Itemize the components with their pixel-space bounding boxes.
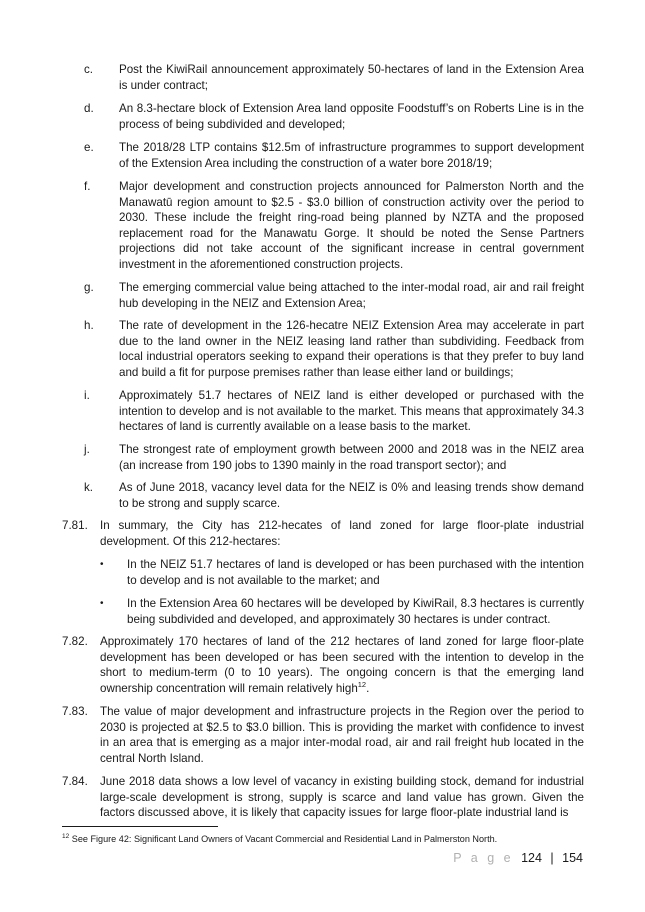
- footnote-reference[interactable]: 12: [357, 679, 367, 689]
- list-marker: i.: [84, 389, 90, 402]
- list-marker: f.: [84, 180, 91, 193]
- page-label: P a g e: [453, 851, 514, 865]
- list-item: [84, 318, 584, 380]
- list-item-text: The strongest rate of employment growth between 2000 and 2018 was in the NEIZ area (an increase from 190 jobs to 1390 mainly in the road transport sector); and: [119, 443, 584, 472]
- paragraph-7-84: [62, 774, 584, 821]
- list-item-text: The emerging commercial value being attached to the inter-modal road, air and rail freight hub developing in the NEIZ and Extension Area;: [119, 281, 584, 310]
- list-marker: k.: [84, 481, 94, 494]
- list-item: [84, 101, 584, 132]
- list-marker: c.: [84, 63, 94, 76]
- list-item: [84, 480, 584, 511]
- paragraph-text-end: .: [366, 681, 370, 695]
- footnote-number: 12: [62, 832, 70, 840]
- paragraph-number: 7.82.: [62, 635, 88, 648]
- list-item: [84, 62, 584, 93]
- list-marker: j.: [84, 443, 90, 456]
- list-item-text: As of June 2018, vacancy level data for the NEIZ is 0% and leasing trends show demand to be strong and supply scarce.: [119, 481, 584, 510]
- bullet-item: [100, 596, 584, 627]
- list-item: [84, 140, 584, 171]
- list-item: [84, 280, 584, 311]
- list-item-text: An 8.3-hectare block of Extension Area land opposite Foodstuff’s on Roberts Line is in the process of being subdivided and developed;: [119, 102, 584, 131]
- page-separator: |: [550, 851, 554, 865]
- list-marker: d.: [84, 102, 94, 115]
- list-marker: e.: [84, 141, 94, 154]
- page-number: [453, 850, 583, 866]
- footnote: [62, 833, 584, 845]
- paragraph-text: [100, 634, 584, 696]
- bullet-text: In the NEIZ 51.7 hectares of land is developed or has been purchased with the intention to develop and is not available to the market; and: [127, 558, 584, 587]
- list-marker: h.: [84, 319, 94, 332]
- paragraph-7-81: [62, 518, 584, 549]
- bullet-icon: •: [100, 559, 104, 570]
- current-page: 124: [521, 851, 542, 865]
- list-marker: g.: [84, 281, 94, 294]
- footnote-divider: [62, 826, 218, 827]
- paragraph-text: June 2018 data shows a low level of vacancy in existing building stock, demand for industrial large-scale development is strong, supply is scarce and land value has grown. Given the factors discussed above, it is likely that capacity issues for large floor-plate industrial land is: [100, 775, 584, 820]
- list-item: [84, 388, 584, 435]
- list-item-text: The rate of development in the 126-hecatre NEIZ Extension Area may accelerate in part due to the land owner in the NEIZ leasing land rather than subdividing. Feedback from local industrial operators seeking to expand their operations is that they prefer to buy land and build a fit for purpose premises rather than lease either land or buildings;: [119, 319, 584, 379]
- list-item-text: The 2018/28 LTP contains $12.5m of infrastructure programmes to support development of the Extension Area including the construction of a water bore 2018/19;: [119, 141, 584, 170]
- paragraph-number: 7.81.: [62, 519, 88, 532]
- paragraph-text: In summary, the City has 212-hecates of land zoned for large floor-plate industrial development. Of this 212-hectares:: [100, 519, 584, 548]
- paragraph-7-82: [62, 634, 584, 696]
- paragraph-number: 7.84.: [62, 775, 88, 788]
- list-item: [84, 179, 584, 273]
- bullet-item: [100, 557, 584, 588]
- bullet-text: In the Extension Area 60 hectares will be developed by KiwiRail, 8.3 hectares is currently being subdivided and developed, and approximately 30 hectares is under contract.: [127, 597, 584, 626]
- footnote-text: See Figure 42: Significant Land Owners of Vacant Commercial and Residential Land in Palmerston North.: [69, 834, 498, 844]
- paragraph-7-83: [62, 704, 584, 766]
- list-item-text: Major development and construction projects announced for Palmerston North and the Manawatū region amount to $2.5 - $3.0 billion of construction activity over the period to 2030. These include the freight ring-road being planned by NZTA and the proposed replacement road for the Manawatu Gorge. It should be noted the Sense Partners projections did not take account of the significant increase in central government investment in the aforementioned construction projects.: [119, 180, 584, 271]
- list-item-text: Post the KiwiRail announcement approximately 50-hectares of land in the Extension Area is under contract;: [119, 63, 584, 92]
- list-item-text: Approximately 51.7 hectares of NEIZ land is either developed or purchased with the intention to develop and is not available to the market. This means that approximately 34.3 hectares of land is currently available on a lease basis to the market.: [119, 389, 584, 434]
- paragraph-text: The value of major development and infrastructure projects in the Region over the period to 2030 is projected at $2.5 to $3.0 billion. This is providing the market with confidence to invest in an area that is emerging as a major inter-modal road, air and rail freight hub located in the central North Island.: [100, 705, 584, 765]
- total-pages: 154: [562, 851, 583, 865]
- paragraph-text-body: Approximately 170 hectares of land of the 212 hectares of land zoned for large floor-plate development has been developed or has been secured with the intention to develop in the short to medium-term (0 to 10 years). The ongoing concern is that the emerging land ownership concentration will remain relatively high: [100, 635, 584, 695]
- bullet-icon: •: [100, 598, 104, 609]
- paragraph-number: 7.83.: [62, 705, 88, 718]
- list-item: [84, 442, 584, 473]
